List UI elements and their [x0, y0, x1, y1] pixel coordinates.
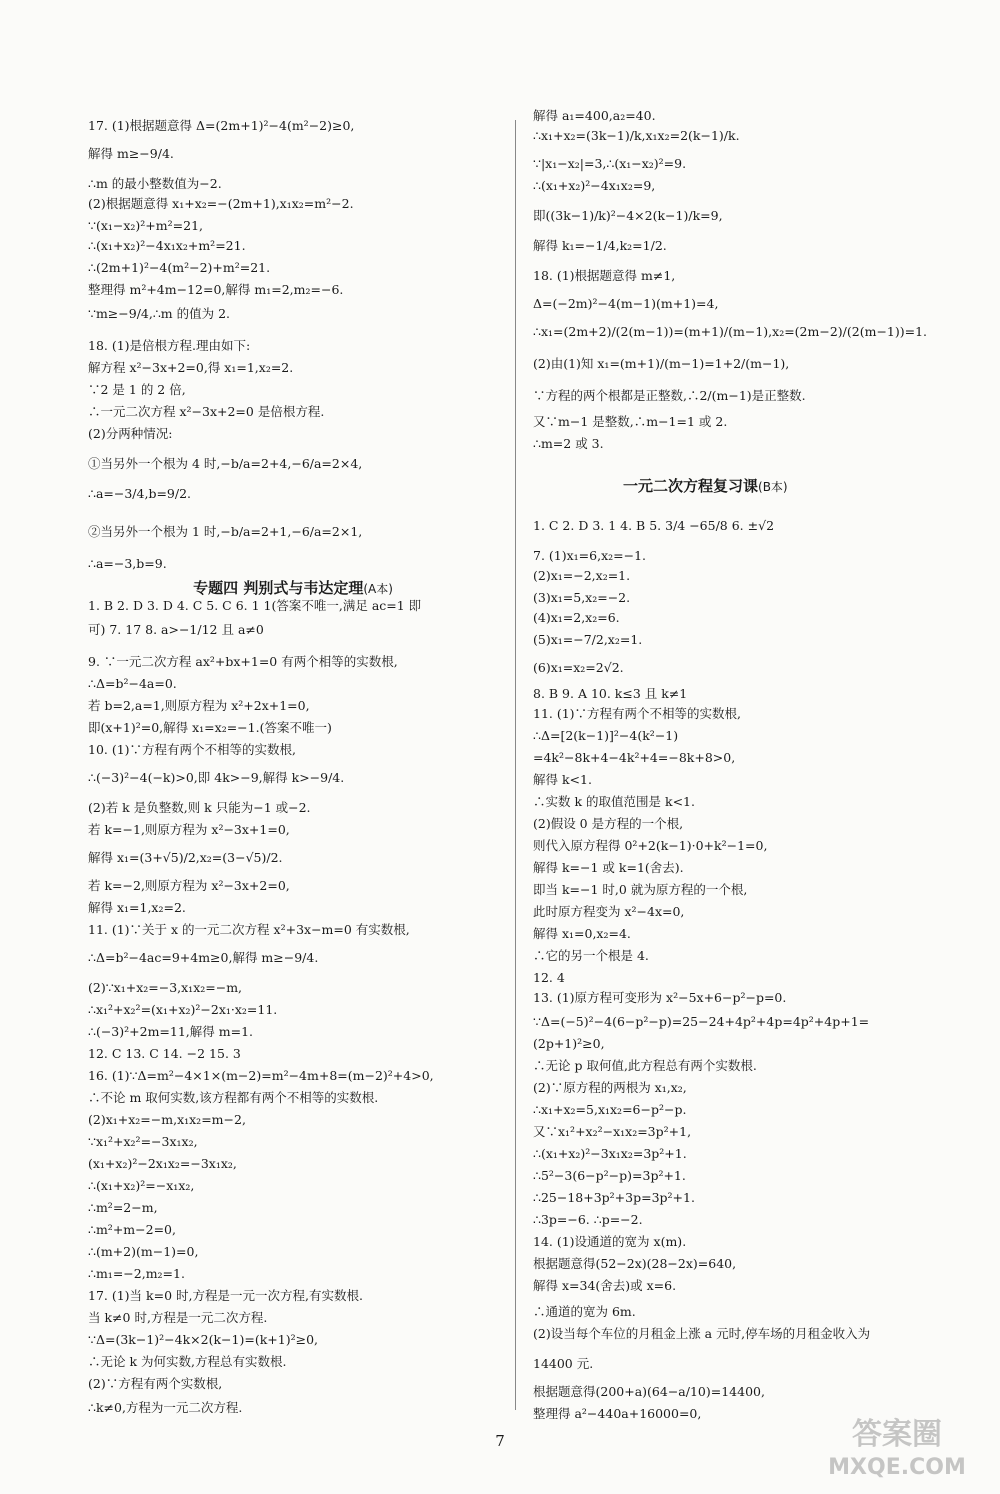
answer-line: ∴(x₁+x₂)²=−x₁x₂,: [88, 1178, 195, 1193]
answer-line: 又∵m−1 是整数,∴m−1=1 或 2.: [533, 414, 728, 429]
answer-line: ∴3p=−6. ∴p=−2.: [533, 1212, 643, 1227]
answer-line: (2)x₁+x₂=−m,x₁x₂=m−2,: [88, 1112, 246, 1127]
answer-line: 整理得 a²−440a+16000=0,: [533, 1406, 702, 1421]
answer-line: ∴m 的最小整数值为−2.: [88, 176, 222, 191]
answer-line: 8. B 9. A 10. k≤3 且 k≠1: [533, 686, 688, 701]
answer-line: 11. (1)∵关于 x 的一元二次方程 x²+3x−m=0 有实数根,: [88, 922, 410, 937]
answer-line: (2p+1)²≥0,: [533, 1036, 605, 1051]
answer-line: 解得 m≥−9/4.: [88, 146, 174, 161]
answer-line: ∴无论 k 为何实数,方程总有实数根.: [88, 1354, 287, 1369]
answer-line: ∵Δ=(−5)²−4(6−p²−p)=25−24+4p²+4p=4p²+4p+1=: [533, 1014, 870, 1029]
answer-line: 17. (1)当 k=0 时,方程是一元一次方程,有实数根.: [88, 1288, 363, 1303]
answer-line: ∴实数 k 的取值范围是 k<1.: [533, 794, 695, 809]
answer-line: 此时原方程变为 x²−4x=0,: [533, 904, 685, 919]
answer-line: 若 k=−1,则原方程为 x²−3x+1=0,: [88, 822, 290, 837]
answer-line: (5)x₁=−7/2,x₂=1.: [533, 632, 643, 647]
answer-line: ∴a=−3/4,b=9/2.: [88, 486, 192, 501]
answer-line: (4)x₁=2,x₂=6.: [533, 610, 620, 625]
answer-line: 根据题意得(200+a)(64−a/10)=14400,: [533, 1384, 765, 1399]
answer-line: (2)∵x₁+x₂=−3,x₁x₂=−m,: [88, 980, 243, 995]
answer-line: 17. (1)根据题意得 Δ=(2m+1)²−4(m²−2)≥0,: [88, 118, 355, 133]
answer-line: (6)x₁=x₂=2√2.: [533, 660, 624, 675]
answer-line: ∴(2m+1)²−4(m²−2)+m²=21.: [88, 260, 271, 275]
answer-line: (2)分两种情况:: [88, 426, 173, 441]
answer-line: 若 k=−2,则原方程为 x²−3x+2=0,: [88, 878, 290, 893]
answer-line: ∴它的另一个根是 4.: [533, 948, 649, 963]
answer-line: 当 k≠0 时,方程是一元二次方程.: [88, 1310, 268, 1325]
answer-line: (2)若 k 是负整数,则 k 只能为−1 或−2.: [88, 800, 311, 815]
answer-line: ②当另外一个根为 1 时,−b/a=2+1,−6/a=2×1,: [88, 524, 363, 539]
answer-line: 解得 x₁=(3+√5)/2,x₂=(3−√5)/2.: [88, 850, 283, 865]
answer-line: ∴x₁²+x₂²=(x₁+x₂)²−2x₁·x₂=11.: [88, 1002, 278, 1017]
answer-line: ∴一元二次方程 x²−3x+2=0 是倍根方程.: [88, 404, 325, 419]
section-variant: (A本): [363, 582, 393, 596]
answer-line: ∵x₁²+x₂²=−3x₁x₂,: [88, 1134, 198, 1149]
answer-line: ①当另外一个根为 4 时,−b/a=2+4,−6/a=2×4,: [88, 456, 363, 471]
answer-line: ∴(−3)²−4(−k)>0,即 4k>−9,解得 k>−9/4.: [88, 770, 345, 785]
answer-line: ∴(−3)²+2m=11,解得 m=1.: [88, 1024, 254, 1039]
answer-line: 解得 x₁=0,x₂=4.: [533, 926, 631, 941]
answer-line: 若 b=2,a=1,则原方程为 x²+2x+1=0,: [88, 698, 310, 713]
watermark-logo: [822, 1412, 972, 1482]
column-divider: [515, 120, 516, 1410]
answer-line: ∵Δ=(3k−1)²−4k×2(k−1)=(k+1)²≥0,: [88, 1332, 318, 1347]
answer-line: =4k²−8k+4−4k²+4=−8k+8>0,: [533, 750, 736, 765]
answer-line: 11. (1)∵方程有两个不相等的实数根,: [533, 706, 742, 721]
answer-line: ∴m²+m−2=0,: [88, 1222, 176, 1237]
answer-line: 即((3k−1)/k)²−4×2(k−1)/k=9,: [533, 208, 723, 223]
answer-line: (2)∵原方程的两根为 x₁,x₂,: [533, 1080, 687, 1095]
answer-line: ∴Δ=[2(k−1)]²−4(k²−1): [533, 728, 679, 743]
answer-line: (2)设当每个车位的月租金上涨 a 元时,停车场的月租金收入为: [533, 1326, 871, 1341]
answer-line: ∴5²−3(6−p²−p)=3p²+1.: [533, 1168, 686, 1183]
answer-line: ∴m²=2−m,: [88, 1200, 158, 1215]
answer-line: 1. C 2. D 3. 1 4. B 5. 3/4 −65/8 6. ±√2: [533, 518, 775, 533]
answer-line: 可) 7. 17 8. a>−1/12 且 a≠0: [88, 622, 264, 637]
answer-line: 解得 k<1.: [533, 772, 592, 787]
answer-line: ∵2 是 1 的 2 倍,: [88, 382, 186, 397]
answer-line: 14. (1)设通道的宽为 x(m).: [533, 1234, 687, 1249]
watermark-title: 答案圈: [852, 1417, 942, 1452]
answer-line: 即当 k=−1 时,0 就为原方程的一个根,: [533, 882, 748, 897]
answer-line: 整理得 m²+4m−12=0,解得 m₁=2,m₂=−6.: [88, 282, 344, 297]
answer-line: (2)∵方程有两个实数根,: [88, 1376, 223, 1391]
answer-line: 解得 k=−1 或 k=1(舍去).: [533, 860, 684, 875]
answer-line: ∵方程的两个根都是正整数,∴2/(m−1)是正整数.: [533, 388, 806, 403]
answer-line: ∴x₁+x₂=5,x₁x₂=6−p²−p.: [533, 1102, 687, 1117]
answer-line: ∴不论 m 取何实数,该方程都有两个不相等的实数根.: [88, 1090, 379, 1105]
answer-line: (2)假设 0 是方程的一个根,: [533, 816, 684, 831]
answer-line: ∴x₁+x₂=(3k−1)/k,x₁x₂=2(k−1)/k.: [533, 128, 740, 143]
watermark-url: MXQE.COM: [828, 1455, 966, 1480]
answer-line: ∵(x₁−x₂)²+m²=21,: [88, 218, 204, 233]
answer-line: ∴k≠0,方程为一元二次方程.: [88, 1400, 243, 1415]
answer-line: 解得 a₁=400,a₂=40.: [533, 108, 656, 123]
section-variant: (B本): [758, 480, 788, 494]
answer-line: (3)x₁=5,x₂=−2.: [533, 590, 631, 605]
answer-line: ∴(x₁+x₂)²−4x₁x₂=9,: [533, 178, 656, 193]
answer-line: 解得 x=34(舍去)或 x=6.: [533, 1278, 677, 1293]
answer-line: 根据题意得(52−2x)(28−2x)=640,: [533, 1256, 737, 1271]
section-title: 一元二次方程复习课: [623, 477, 759, 495]
answer-line: ∴通道的宽为 6m.: [533, 1304, 636, 1319]
answer-line: Δ=(−2m)²−4(m−1)(m+1)=4,: [533, 296, 719, 311]
answer-line: ∴(x₁+x₂)²−3x₁x₂=3p²+1.: [533, 1146, 687, 1161]
answer-line: 13. (1)原方程可变形为 x²−5x+6−p²−p=0.: [533, 990, 787, 1005]
section-heading: [88, 578, 498, 599]
answer-line: ∴a=−3,b=9.: [88, 556, 167, 571]
answer-line: 解得 x₁=1,x₂=2.: [88, 900, 186, 915]
section-title: 专题四 判别式与韦达定理: [193, 579, 364, 597]
answer-line: 又∵x₁²+x₂²−x₁x₂=3p²+1,: [533, 1124, 692, 1139]
answer-line: ∴m=2 或 3.: [533, 436, 604, 451]
answer-line: (2)根据题意得 x₁+x₂=−(2m+1),x₁x₂=m²−2.: [88, 196, 354, 211]
answer-line: (2)x₁=−2,x₂=1.: [533, 568, 631, 583]
answer-line: ∴Δ=b²−4a=0.: [88, 676, 177, 691]
answer-line: 1. B 2. D 3. D 4. C 5. C 6. 1 1(答案不唯一,满足 ac=1 即: [88, 598, 422, 613]
page-number: 7: [495, 1432, 505, 1450]
answer-line: 7. (1)x₁=6,x₂=−1.: [533, 548, 647, 563]
answer-line: 解得 k₁=−1/4,k₂=1/2.: [533, 238, 667, 253]
answer-line: 即(x+1)²=0,解得 x₁=x₂=−1.(答案不唯一): [88, 720, 332, 735]
answer-line: ∴Δ=b²−4ac=9+4m≥0,解得 m≥−9/4.: [88, 950, 319, 965]
answer-line: ∴m₁=−2,m₂=1.: [88, 1266, 185, 1281]
answer-line: 则代入原方程得 0²+2(k−1)·0+k²−1=0,: [533, 838, 768, 853]
answer-line: 14400 元.: [533, 1356, 594, 1371]
section-heading: [623, 476, 788, 497]
answer-line: ∴x₁=(2m+2)/(2(m−1))=(m+1)/(m−1),x₂=(2m−2)/(2(m−1))=1.: [533, 324, 928, 339]
answer-line: 18. (1)是倍根方程.理由如下:: [88, 338, 251, 353]
answer-line: ∴(m+2)(m−1)=0,: [88, 1244, 199, 1259]
answer-line: ∴25−18+3p²+3p=3p²+1.: [533, 1190, 695, 1205]
answer-line: 12. C 13. C 14. −2 15. 3: [88, 1046, 241, 1061]
answer-line: 18. (1)根据题意得 m≠1,: [533, 268, 676, 283]
answer-line: 10. (1)∵方程有两个不相等的实数根,: [88, 742, 297, 757]
answer-line: ∵|x₁−x₂|=3,∴(x₁−x₂)²=9.: [533, 156, 687, 171]
answer-line: (2)由(1)知 x₁=(m+1)/(m−1)=1+2/(m−1),: [533, 356, 790, 371]
answer-line: (x₁+x₂)²−2x₁x₂=−3x₁x₂,: [88, 1156, 237, 1171]
answer-line: ∴(x₁+x₂)²−4x₁x₂+m²=21.: [88, 238, 246, 253]
answer-line: 9. ∵一元二次方程 ax²+bx+1=0 有两个相等的实数根,: [88, 654, 398, 669]
answer-line: 16. (1)∵Δ=m²−4×1×(m−2)=m²−4m+8=(m−2)²+4>0,: [88, 1068, 434, 1083]
answer-line: ∵m≥−9/4,∴m 的值为 2.: [88, 306, 231, 321]
answer-line: 12. 4: [533, 970, 565, 985]
answer-line: ∴无论 p 取何值,此方程总有两个实数根.: [533, 1058, 757, 1073]
answer-line: 解方程 x²−3x+2=0,得 x₁=1,x₂=2.: [88, 360, 294, 375]
